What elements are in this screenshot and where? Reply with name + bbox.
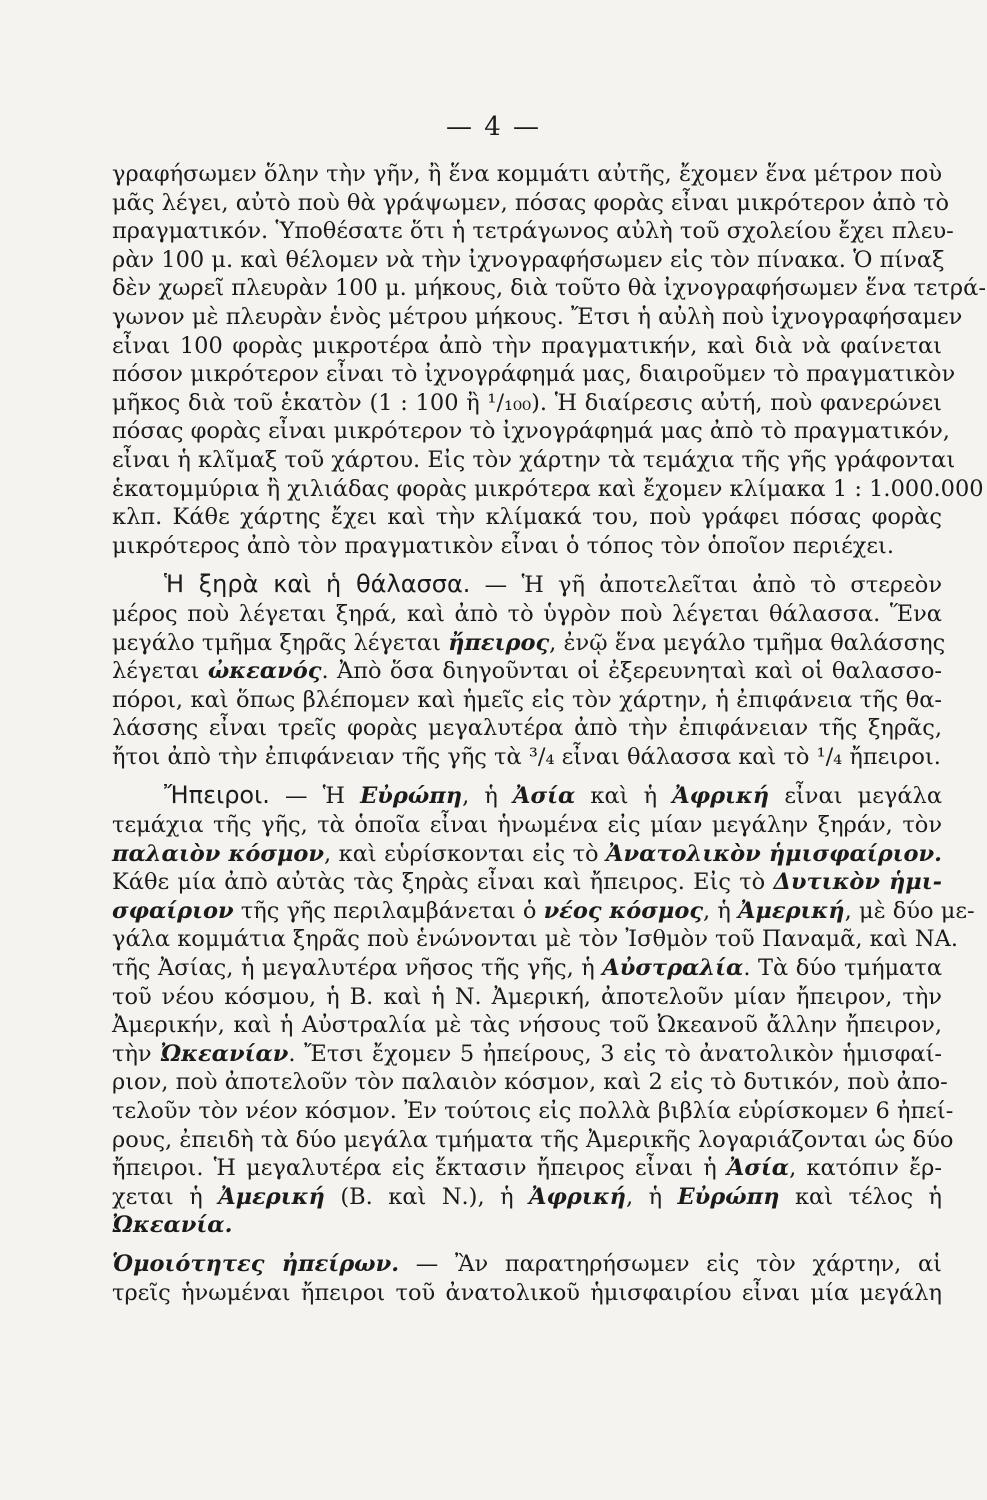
bold-term: Αὐστραλία <box>602 955 744 982</box>
text-line: ἤτοι ἀπὸ τὴν ἐπιφάνειαν τῆς γῆς τὰ ³/₄ εἶναι θάλασσα καὶ τὸ ¹/₄ ἤπειροι. <box>112 743 941 770</box>
text-line: μῆκος διὰ τοῦ ἑκατὸν (1 : 100 ἢ ¹/₁₀₀). Ἡ διαίρεσις αὐτή, ποὺ φανερώνει <box>112 389 942 416</box>
text-line: λάσσης εἶναι τρεῖς φορὰς μεγαλυτέρα ἀπὸ τὴν ἐπιφάνειαν τῆς ξηρᾶς, <box>112 715 942 742</box>
text-span: , ἡ <box>703 897 738 924</box>
page-number: — 4 — <box>445 112 542 142</box>
text-line: ρους, ἐπειδὴ τὰ δύο μεγάλα τμήματα τῆς Ἀμερικῆς λογαριάζονται ὡς δύο <box>112 1126 954 1153</box>
bold-term: Ἀσία <box>726 1155 790 1182</box>
bold-term: Εὐρώπη <box>677 1183 780 1210</box>
text-span: , μὲ δύο με- <box>844 897 975 924</box>
text-line: κλπ. Κάθε χάρτης ἔχει καὶ τὴν κλίμακά του, ποὺ γράφει πόσας φορὰς <box>112 504 942 531</box>
bold-term: Ὠκεανίαν <box>160 1040 289 1067</box>
text-line: ρὰν 100 μ. καὶ θέλομεν νὰ τὴν ἰχνογραφήσωμεν εἰς τὸν πίνακα. Ὁ πίναξ <box>112 246 945 273</box>
bold-term: Ἀνατολικὸν ἡμισφαίριον. <box>606 840 942 867</box>
text-line: πόροι, καὶ ὅπως βλέπομεν καὶ ἡμεῖς εἰς τὸν χάρτην, ἡ ἐπιφάνεια τῆς θα- <box>112 686 942 713</box>
text-line: ριον, ποὺ ἀποτελοῦν τὸν παλαιὸν κόσμον, καὶ 2 εἰς τὸ δυτικόν, ποὺ ἀπο- <box>112 1069 948 1096</box>
bold-term: νέος κόσμος <box>543 897 704 924</box>
text-span: , κατόπιν ἔρ- <box>789 1155 942 1182</box>
bold-term: Ἀφρική <box>672 783 770 810</box>
text-line: Ἀμερικήν, καὶ ἡ Αὐστραλία μὲ τὰς νήσους τοῦ Ὠκεανοῦ ἄλλην ἤπειρον, <box>112 1012 942 1039</box>
text-span: . Ἀπὸ ὅσα διηγοῦνται οἱ ἐξερευνηταὶ καὶ οἱ θαλασσο- <box>321 658 942 685</box>
text-span: — Ἡ γῆ ἀποτελεῖται ἀπὸ τὸ στερεὸν <box>470 572 942 599</box>
text-line: δὲν χωρεῖ πλευρὰν 100 μ. μήκους, διὰ τοῦτο θὰ ἰχνογραφήσωμεν ἕνα τετρά- <box>112 275 986 302</box>
text-line <box>112 781 942 811</box>
text-line: τεμάχια τῆς γῆς, τὰ ὁποῖα εἶναι ἡνωμένα εἰς μίαν μεγάλην ξηράν, τὸν <box>112 812 942 839</box>
text-line <box>112 657 942 686</box>
text-line: μικρότερος ἀπὸ τὸν πραγματικὸν εἶναι ὁ τόπος τὸν ὁποῖον περιέχει. <box>112 532 895 559</box>
text-span: , καὶ εὑρίσκονται εἰς τὸ <box>324 840 607 867</box>
text-line <box>112 954 942 983</box>
text-span: καὶ ἡ <box>575 783 673 810</box>
text-span: τῆς γῆς περιλαμβάνεται ὁ <box>233 897 544 924</box>
bold-term: ὠκεανός <box>207 658 322 685</box>
text-line: τοῦ νέου κόσμου, ἡ Β. καὶ ἡ Ν. Ἀμερική, ἀποτελοῦν μίαν ἤπειρον, τὴν <box>112 983 942 1010</box>
text-span: (Β. καὶ Ν.), ἡ <box>324 1183 530 1210</box>
text-line <box>112 1154 942 1183</box>
text-line: πόσον μικρότερον εἶναι τὸ ἰχνογράφημά μας, διαιροῦμεν τὸ πραγματικὸν <box>112 361 956 388</box>
text-line: γωνον μὲ πλευρὰν ἑνὸς μέτρου μήκους. Ἔτσι ἡ αὐλὴ ποὺ ἰχνογραφήσαμεν <box>112 303 963 330</box>
section-land-and-sea <box>112 570 946 771</box>
text-line <box>112 1211 942 1240</box>
section-heading: Ὁμοιότητες ἠπείρων. <box>112 1250 400 1277</box>
bold-term: παλαιὸν κόσμον <box>112 840 325 867</box>
text-line: πραγματικόν. Ὑποθέσατε ὅτι ἡ τετράγωνος αὐλὴ τοῦ σχολείου ἔχει πλευ- <box>112 218 954 245</box>
text-span: , ἡ <box>462 783 514 810</box>
text-line: μᾶς λέγει, αὐτὸ ποὺ θὰ γράψωμεν, πόσας φορὰς εἶναι μικρότερον ἀπὸ τὸ <box>112 189 950 216</box>
text-span: μεγάλο τμῆμα ξηρᾶς λέγεται <box>112 629 449 656</box>
text-span: — Ἂν παρατηρήσωμεν εἰς τὸν χάρτην, αἱ <box>399 1250 942 1277</box>
page-text <box>112 160 986 1307</box>
section-heading: Ἤπειροι. <box>164 781 270 810</box>
text-line <box>112 570 942 600</box>
bold-term: Δυτικὸν ἡμι- <box>773 869 943 896</box>
text-line: μέρος ποὺ λέγεται ξηρά, καὶ ἀπὸ τὸ ὑγρὸν ποὺ λέγεται θάλασσα. Ἕνα <box>112 600 942 627</box>
text-span: ἤπειροι. Ἡ μεγαλυτέρα εἰς ἔκτασιν ἤπειρος εἶναι ἡ <box>112 1155 727 1182</box>
text-span: Κάθε μία ἀπὸ αὐτὰς τὰς ξηρὰς εἶναι καὶ ἤπειρος. Εἰς τὸ <box>112 869 774 896</box>
bold-term: Ὠκεανία. <box>112 1212 233 1239</box>
text-line: γραφήσωμεν ὅλην τὴν γῆν, ἢ ἕνα κομμάτι αὐτῆς, ἔχομεν ἕνα μέτρον ποὺ <box>112 161 942 187</box>
bold-term: Ἀμερική <box>737 897 845 924</box>
bold-term: Ἀφρική <box>529 1183 626 1210</box>
text-line: ἑκατομμύρια ἢ χιλιάδας φορὰς μικρότερα καὶ ἔχομεν κλίμακα 1 : 1.000.000 <box>112 475 984 502</box>
text-span: εἶναι μεγάλα <box>769 783 943 810</box>
text-line: γάλα κομμάτια ξηρᾶς ποὺ ἑνώνονται μὲ τὸν Ἰσθμὸν τοῦ Παναμᾶ, καὶ ΝΑ. <box>112 926 958 953</box>
text-line <box>112 840 942 869</box>
text-line: τελοῦν τὸν νέον κόσμον. Ἐν τούτοις εἰς πολλὰ βιβλία εὑρίσκομεν 6 ἠπεί- <box>112 1098 954 1124</box>
text-line <box>112 1250 942 1279</box>
bold-term: Ἀμερική <box>218 1183 325 1210</box>
text-span: τῆς Ἀσίας, ἡ μεγαλυτέρα νῆσος τῆς γῆς, ἡ <box>112 955 603 982</box>
text-line <box>112 1183 942 1212</box>
text-span: , ἡ <box>625 1183 678 1210</box>
text-line <box>112 897 975 926</box>
section-continents <box>112 781 975 1240</box>
text-span: . Τὰ δύο τμήματα <box>743 955 943 982</box>
paragraph-map-scale <box>112 160 986 560</box>
text-span: , ἐνῷ ἕνα μεγάλο τμῆμα θαλάσσης <box>549 629 946 656</box>
section-similarities <box>112 1250 942 1307</box>
text-line: εἶναι 100 φορὰς μικροτέρα ἀπὸ τὴν πραγματικήν, καὶ διὰ νὰ φαίνεται <box>112 332 942 359</box>
text-span: — Ἡ <box>269 783 361 810</box>
text-span: λέγεται <box>112 658 208 685</box>
text-line: πόσας φορὰς εἶναι μικρότερον τὸ ἰχνογράφημά μας ἀπὸ τὸ πραγματικόν, <box>112 418 950 445</box>
text-span: . Ἔτσι ἔχομεν 5 ἠπείρους, 3 εἰς τὸ ἀνατολικὸν ἡμισφαί- <box>288 1040 942 1067</box>
bold-term: ἤπειρος <box>448 629 550 656</box>
bold-term: Ἀσία <box>513 783 576 810</box>
text-line: τρεῖς ἡνωμέναι ἤπειροι τοῦ ἀνατολικοῦ ἡμισφαιρίου εἶναι μία μεγάλη <box>112 1279 942 1306</box>
section-heading: Ἡ ξηρὰ καὶ ἡ θάλασσα. <box>164 570 471 599</box>
text-line: εἶναι ἡ κλῖμαξ τοῦ χάρτου. Εἰς τὸν χάρτην τὰ τεμάχια τῆς γῆς γράφονται <box>112 446 956 473</box>
text-span: καὶ τέλος ἡ <box>779 1183 943 1210</box>
text-line <box>112 629 946 658</box>
bold-term: σφαίριον <box>112 897 234 924</box>
text-line <box>112 1040 942 1069</box>
text-line <box>112 868 942 897</box>
text-span: τὴν <box>112 1040 161 1067</box>
bold-term: Εὐρώπη <box>360 783 463 810</box>
text-span: χεται ἡ <box>112 1183 219 1210</box>
